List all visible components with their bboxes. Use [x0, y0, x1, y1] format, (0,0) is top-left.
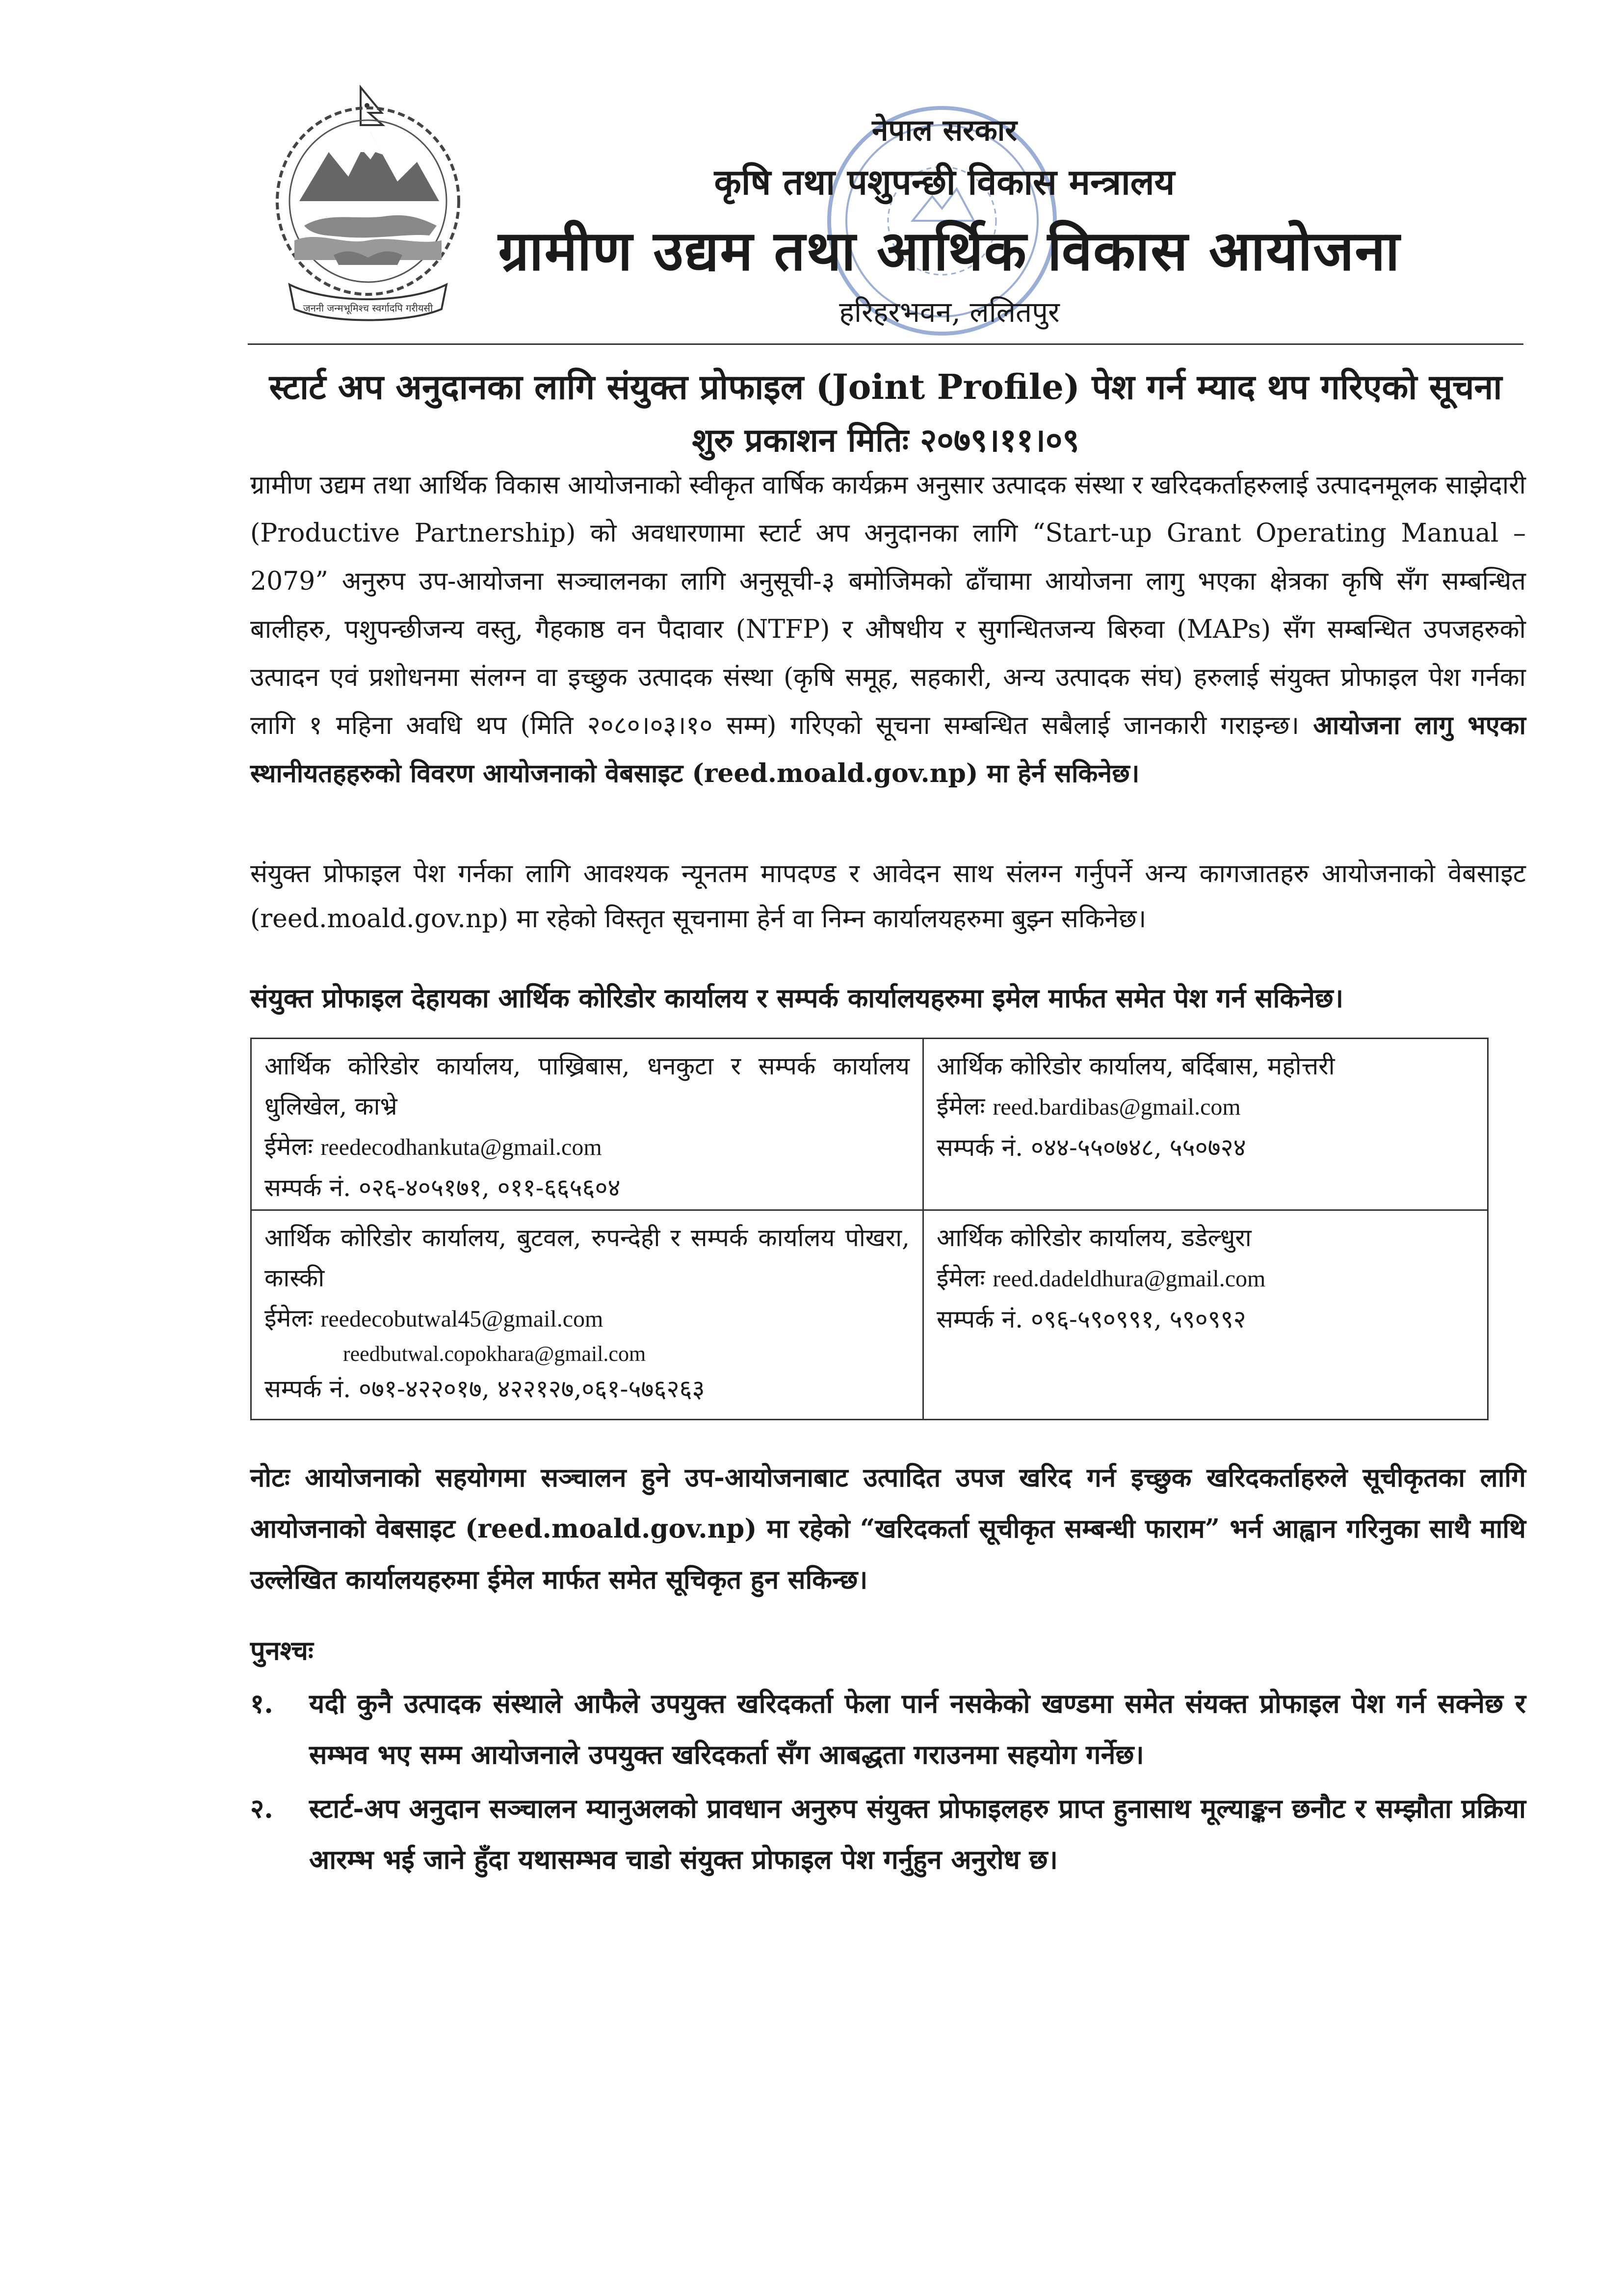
email-label: ईमेलः [264, 1304, 313, 1332]
email-label: ईमेलः [937, 1092, 985, 1121]
paragraph-main [250, 461, 1526, 798]
office-email: reed.bardibas@gmail.com [993, 1094, 1241, 1120]
notice-title: स्टार्ट अप अनुदानका लागि संयुक्त प्रोफाइल (Joint Profile) पेश गर्न म्याद थप गरिएको सूचना [269, 366, 1502, 407]
list-item [250, 1783, 1526, 1885]
header-divider [248, 343, 1523, 345]
paragraph-submission: संयुक्त प्रोफाइल देहायका आर्थिक कोरिडोर कार्यालय र सम्पर्क कार्यालयहरुमा इमेल मार्फत समेत पेश गर्न सकिनेछ। [250, 982, 1344, 1014]
office-phone: सम्पर्क नं. ०९६-५९०९९१, ५९०९९२ [937, 1305, 1246, 1333]
list-item-text: स्टार्ट-अप अनुदान सञ्चालन म्यानुअलको प्रावधान अनुरुप संयुक्त प्रोफाइलहरु प्राप्त हुनासाथ मूल्याङ्कन छनौट र सम्झौता प्रक्रिया आरम्भ भई जाने हुँदा यथासम्भव चाडो संयुक्त प्रोफाइल पेश गर्नुहुन अनुरोध छ। [309, 1793, 1526, 1875]
office-phone: सम्पर्क नं. ०२६-४०५१७१, ०११-६६५६०४ [264, 1174, 621, 1202]
office-email: reedecobutwal45@gmail.com [320, 1306, 603, 1332]
office-name: आर्थिक कोरिडोर कार्यालय, डडेल्धुरा [937, 1224, 1252, 1252]
postscript-list [250, 1678, 1526, 1888]
office-cell [252, 1211, 924, 1419]
office-email-secondary: reedbutwal.copokhara@gmail.com [343, 1342, 646, 1366]
postscript-label: पुनश्चः [250, 1635, 314, 1666]
office-phone: सम्पर्क नं. ०७१-४२२०१७, ४२२१२७,०६१-५७६२६३ [264, 1375, 705, 1403]
office-email-line [264, 1126, 910, 1168]
office-name: आर्थिक कोरिडोर कार्यालय, बुटवल, रुपन्देही र सम्पर्क कार्यालय पोखरा, कास्की [264, 1224, 910, 1292]
office-name: आर्थिक कोरिडोर कार्यालय, पाख्रिबास, धनकुटा र सम्पर्क कार्यालय धुलिखेल, काभ्रे [264, 1052, 910, 1121]
office-email: reedecodhankuta@gmail.com [320, 1134, 602, 1160]
office-phone: सम्पर्क नं. ०४४-५५०७४८, ५५०७२४ [937, 1133, 1246, 1162]
list-item-text: यदी कुनै उत्पादक संस्थाले आफैले उपयुक्त खरिदकर्ता फेला पार्न नसकेको खण्डमा समेत संयक्त प्रोफाइल पेश गर्न सक्नेछ र सम्भव भए सम्म आयोजनाले उपयुक्त खरिदकर्ता सँग आबद्धता गराउनमा सहयोग गर्नेछ। [309, 1688, 1526, 1770]
office-address: हरिहरभवन, ललितपुर [839, 295, 1060, 329]
email-label: ईमेलः [264, 1132, 313, 1161]
office-name: आर्थिक कोरिडोर कार्यालय, बर्दिबास, महोत्तरी [937, 1052, 1335, 1080]
office-email-line [937, 1258, 1474, 1299]
office-cell [924, 1211, 1487, 1419]
office-email-line [264, 1298, 910, 1369]
buyer-note: नोटः आयोजनाको सहयोगमा सञ्चालन हुने उप-आयोजनाबाट उत्पादित उपज खरिद गर्न इच्छुक खरिदकर्ताहरुले सूचीकृतका लागि आयोजनाको वेबसाइट (reed.moald.gov.np) मा रहेको “खरिदकर्ता सूचीकृत सम्बन्धी फाराम” भर्न आह्वान गरिनुका साथै माथि उल्लेखित कार्यालयहरुमा ईमेल मार्फत समेत सूचिकृत हुन सकिन्छ। [250, 1462, 1526, 1595]
paragraph-main-bold: आयोजना लागु भएका स्थानीयतहहरुको विवरण आयोजनाको वेबसाइट (reed.moald.gov.np) मा हेर्न सकिनेछ। [250, 710, 1526, 788]
paragraph-requirements: संयुक्त प्रोफाइल पेश गर्नका लागि आवश्यक न्यूनतम मापदण्ड र आवेदन साथ संलग्न गर्नुपर्ने अन्य कागजातहरु आयोजनाको वेबसाइट (reed.moald.gov.np) मा रहेको विस्तृत सूचनामा हेर्न वा निम्न कार्यालयहरुमा बुझ्न सकिनेछ। [250, 859, 1526, 934]
office-email: reed.dadeldhura@gmail.com [993, 1266, 1266, 1292]
office-cell [252, 1039, 924, 1211]
publication-date: शुरु प्रकाशन मितिः २०७९।११।०९ [692, 421, 1079, 459]
project-name: ग्रामीण उद्यम तथा आर्थिक विकास आयोजना [498, 219, 1401, 283]
ministry-name: कृषि तथा पशुपन्छी विकास मन्त्रालय [714, 161, 1175, 203]
list-item-number: २. [250, 1793, 273, 1824]
office-cell [924, 1039, 1487, 1211]
contact-table [250, 1038, 1489, 1420]
list-item-number: १. [250, 1688, 273, 1719]
list-item [250, 1678, 1526, 1780]
government-name: नेपाल सरकार [872, 113, 1017, 148]
office-email-line [937, 1086, 1474, 1127]
paragraph-main-text: ग्रामीण उद्यम तथा आर्थिक विकास आयोजनाको स्वीकृत वार्षिक कार्यक्रम अनुसार उत्पादक संस्था र खरिदकर्ताहरुलाई उत्पादनमूलक साझेदारी (Productive Partnership) को अवधारणामा स्टार्ट अप अनुदानका लागि “Start-up Grant Operating Manual – 2079” अनुरुप उप-आयोजना सञ्चालनका लागि अनुसूची-३ बमोजिमको ढाँचामा आयोजना लागु भएका क्षेत्रका कृषि सँग सम्बन्धित बालीहरु, पशुपन्छीजन्य वस्तु, गैहकाष्ठ वन पैदावार (NTFP) र औषधीय र सुगन्धितजन्य बिरुवा (MAPs) सँग सम्बन्धित उपजहरुको उत्पादन एवं प्रशोधनमा संलग्न वा इच्छुक उत्पादक संस्था (कृषि समूह, सहकारी, अन्य उत्पादक संघ) हरुलाई संयुक्त प्रोफाइल पेश गर्नका लागि १ महिना अवधि थप (मिति २०८०।०३।१० सम्म) गरिएको सूचना सम्बन्धित सबैलाई जानकारी गराइन्छ। [250, 470, 1526, 740]
emblem-motto: जननी जन्मभूमिश्च स्वर्गादपि गरीयसी [303, 302, 433, 314]
email-label: ईमेलः [937, 1264, 985, 1292]
